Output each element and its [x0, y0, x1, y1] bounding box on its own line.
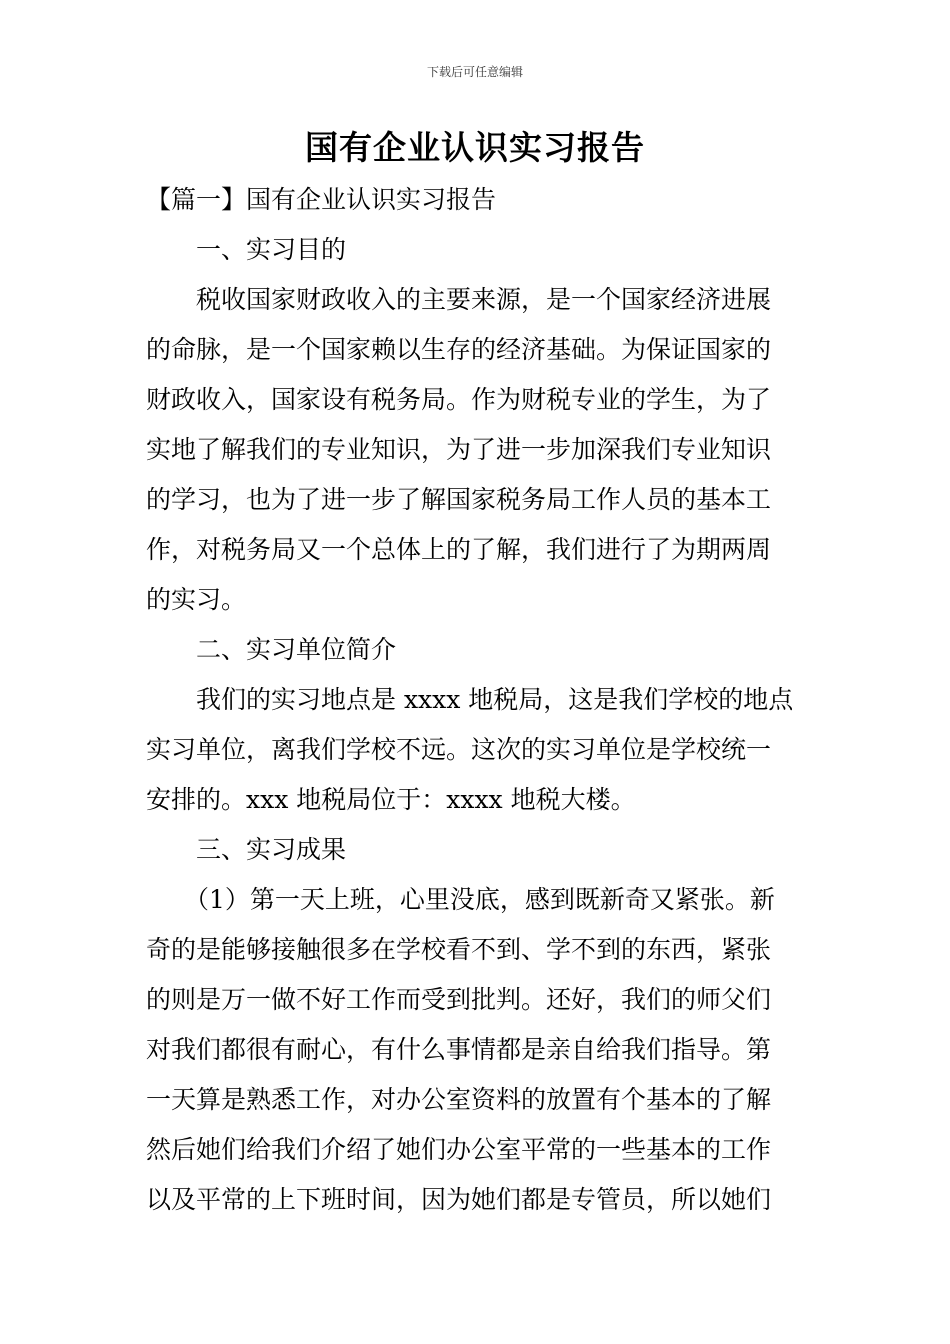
- paragraph-line: 作，对税务局又一个总体上的了解，我们进行了为期两周: [146, 535, 772, 564]
- paragraph-line: 一天算是熟悉工作，对办公室资料的放置有个基本的了解: [146, 1085, 772, 1114]
- paragraph-line: （1）第一天上班，心里没底，感到既新奇又紧张。新: [184, 885, 775, 914]
- paragraph-line: 然后她们给我们介绍了她们办公室平常的一些基本的工作: [146, 1135, 772, 1164]
- document-title: 国有企业认识实习报告: [305, 128, 645, 167]
- subheading: 二、实习单位简介: [196, 635, 397, 664]
- paragraph-line: 的实习。: [146, 585, 247, 614]
- paragraph-line: 实习单位，离我们学校不远。这次的实习单位是学校统一: [146, 735, 772, 764]
- paragraph-line: 安排的。xxx 地税局位于：xxxx 地税大楼。: [146, 785, 636, 814]
- paragraph-line: 财政收入，国家设有税务局。作为财税专业的学生，为了: [146, 385, 772, 414]
- section-heading: 【篇一】国有企业认识实习报告: [146, 185, 497, 214]
- paragraph-line: 奇的是能够接触很多在学校看不到、学不到的东西，紧张: [146, 935, 772, 964]
- paragraph-line: 税收国家财政收入的主要来源，是一个国家经济进展: [196, 285, 772, 314]
- paragraph-line: 以及平常的上下班时间，因为她们都是专管员，所以她们: [146, 1185, 772, 1214]
- page-header: 下载后可任意编辑: [426, 65, 523, 79]
- paragraph-line: 的学习，也为了进一步了解国家税务局工作人员的基本工: [146, 485, 772, 514]
- paragraph-line: 对我们都很有耐心，有什么事情都是亲自给我们指导。第: [146, 1035, 772, 1064]
- subheading: 三、实习成果: [196, 835, 347, 864]
- paragraph-line: 的则是万一做不好工作而受到批判。还好，我们的师父们: [146, 985, 772, 1014]
- subheading: 一、实习目的: [196, 235, 347, 264]
- paragraph-line: 我们的实习地点是 xxxx 地税局，这是我们学校的地点: [196, 685, 794, 714]
- paragraph-line: 的命脉，是一个国家赖以生存的经济基础。为保证国家的: [146, 335, 772, 364]
- paragraph-line: 实地了解我们的专业知识，为了进一步加深我们专业知识: [146, 435, 772, 464]
- document-body: [146, 175, 806, 1225]
